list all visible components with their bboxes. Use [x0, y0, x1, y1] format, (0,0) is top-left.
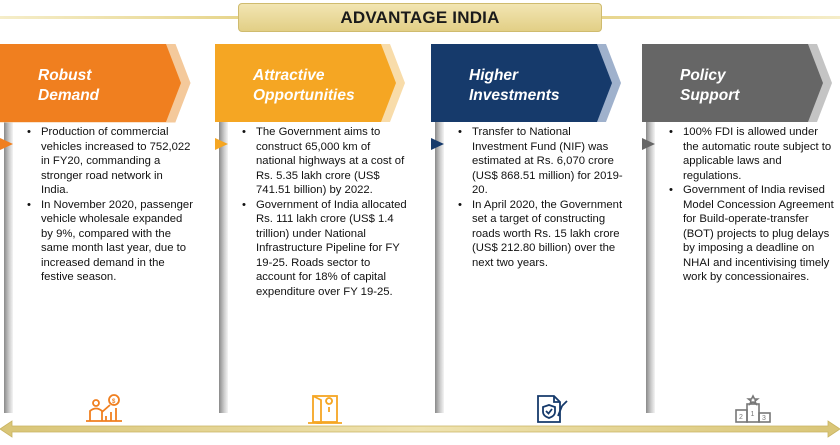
bullet-list: [240, 125, 408, 299]
column-higher-investments: [431, 44, 623, 389]
column-shadow: [4, 78, 13, 413]
bullet-item: • Transfer to National Investment Fund (NIF) was estimated at Rs. 6,070 crore (US$ 868.51 million) for 2019-20.: [456, 125, 624, 198]
column-attractive-opportunities: [215, 44, 407, 389]
column-robust-demand: [0, 44, 192, 389]
growth-person-icon: [84, 394, 124, 422]
bottom-double-arrow: [0, 420, 840, 438]
pointer-triangle: [642, 138, 656, 152]
bullet-list: [25, 125, 193, 285]
pointer-triangle: [0, 138, 14, 152]
pointer-triangle: [431, 138, 445, 152]
column-heading: Policy Support: [680, 67, 740, 104]
page-title: ADVANTAGE INDIA: [238, 3, 602, 32]
pointer-triangle: [215, 138, 229, 152]
column-heading: Robust Demand: [38, 67, 100, 104]
column-heading: Higher Investments: [469, 67, 560, 104]
column-shadow: [646, 78, 655, 413]
bullet-item: • The Government aims to construct 65,000 km of national highways at a cost of Rs. 5.35 lakh crore (US$ 741.51 billion) by 2022.: [240, 125, 408, 198]
title-band: [0, 0, 840, 34]
bullet-item: • In November 2020, passenger vehicle wholesale expanded by 9%, compared with the same month last year, due to increased demand in the festive season.: [25, 198, 193, 285]
bullet-item: • 100% FDI is allowed under the automatic route subject to applicable laws and regulations.: [667, 125, 835, 183]
svg-text:$: $: [112, 399, 116, 405]
bullet-item: • Production of commercial vehicles increased to 752,022 in FY20, commanding a stronger road network in India.: [25, 125, 193, 198]
bullet-item: • Government of India allocated Rs. 111 lakh crore (US$ 1.4 trillion) under National Infrastructure Pipeline for FY 19-25. Roads sector to account for 18% of capital expenditure over FY 19-25.: [240, 198, 408, 300]
column-policy-support: [642, 44, 834, 389]
bullet-item: • Government of India revised Model Concession Agreement for Build-operate-transfer (BOT) projects to plug delays by imposing a deadline on NHAI and incentivising timely work by concessionaires.: [667, 183, 835, 285]
column-heading: Attractive Opportunities: [253, 67, 355, 104]
column-shadow: [219, 78, 228, 413]
svg-text:1: 1: [750, 411, 755, 418]
svg-text:3: 3: [762, 415, 766, 422]
column-shadow: [435, 78, 444, 413]
svg-text:2: 2: [739, 414, 743, 421]
bullet-list: [667, 125, 835, 285]
bullet-item: • In April 2020, the Government set a target of constructing roads worth Rs. 15 lakh crore (US$ 212.80 billion) over the next two years.: [456, 198, 624, 271]
bullet-list: [456, 125, 624, 270]
